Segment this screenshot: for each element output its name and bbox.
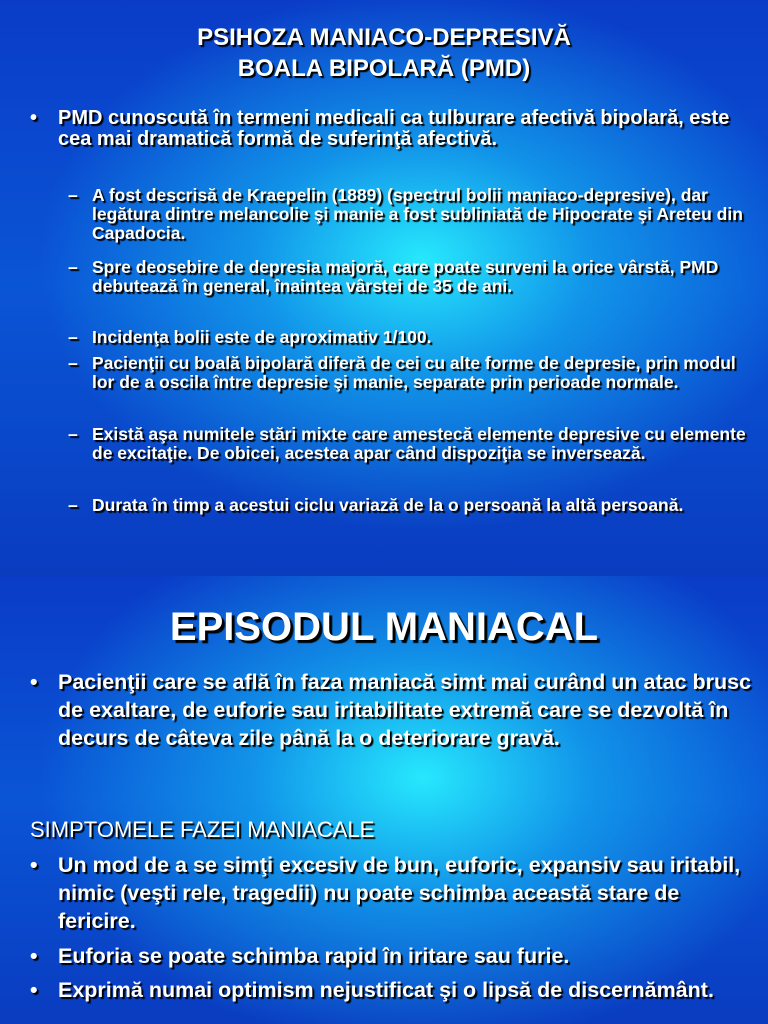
sub-bullet-text: Există aşa numitele stări mixte care amestecă elemente depresive cu elemente de excitaţie. De obicei, acestea apar când dispoziţia se inversează. [92,424,746,463]
sub-bullet-text: Durata în timp a acestui ciclu variază de la o persoană la altă persoană. [92,495,684,515]
title-line-1: PSIHOZA MANIACO-DEPRESIVĂ [197,24,571,51]
sub-bullet-text: Pacienţii cu boală bipolară diferă de cei cu alte forme de depresie, prin modul lor de a oscila între depresie şi manie, separate prin perioade normale. [92,353,736,392]
sub-bullet [68,328,758,347]
sub-bullet [68,496,758,515]
symptom-bullet [30,942,756,970]
sub-bullet-text: Incidenţa bolii este de aproximativ 1/100. [92,327,432,347]
bullet-marker: • [30,978,38,1002]
slide-manic-episode [0,576,768,1024]
bullet-marker: • [30,107,38,129]
intro-bullet [30,668,756,752]
bullet-text: Pacienţii care se află în faza maniacă simt mai curând un atac brusc de exaltare, de euforie sau iritabilitate extremă care se dezvoltă în decurs de câteva zile până la o deteriorare gravă. [58,670,752,750]
dash-marker: – [68,495,78,515]
dash-marker: – [68,353,78,373]
sub-bullet-text: Spre deosebire de depresia majoră, care poate surveni la orice vârstă, PMD debutează în general, înaintea vârstei de 35 de ani. [92,257,719,296]
dash-marker: – [68,257,78,277]
sub-bullet [68,425,758,463]
dash-marker: – [68,327,78,347]
main-bullet [30,108,756,150]
bullet-marker: • [30,670,38,694]
dash-marker: – [68,185,78,205]
sub-bullet [68,186,758,243]
bullet-text: Exprimă numai optimism nejustificat şi o lipsă de discernământ. [58,978,714,1002]
bullet-text: Euforia se poate schimba rapid în iritare sau furie. [58,944,570,968]
bullet-marker: • [30,944,38,968]
slide-title: EPISODUL MANIACAL [169,605,599,649]
sub-bullet [68,258,758,296]
bullet-marker: • [30,853,38,877]
symptoms-heading: SIMPTOMELE FAZEI MANIACALE [30,817,375,842]
slide-title [0,22,768,84]
sub-bullet [68,354,758,392]
symptom-bullet [30,851,756,935]
symptom-bullet [30,976,756,1004]
bullet-text: Un mod de a se simţi excesiv de bun, euforic, expansiv sau iritabil, nimic (veşti rele, tragedii) nu poate schimba această stare de fericire. [58,853,741,933]
bullet-text: PMD cunoscută în termeni medicali ca tulburare afectivă bipolară, este cea mai dramatică formă de suferinţă afectivă. [58,107,730,150]
dash-marker: – [68,424,78,444]
title-line-2: BOALA BIPOLARĂ (PMD) [237,55,531,82]
sub-bullet-text: A fost descrisă de Kraepelin (1889) (spectrul bolii maniaco-depresive), dar legătura dintre melancolie şi manie a fost subliniată de Hipocrate şi Areteu din Capadocia. [92,185,743,243]
